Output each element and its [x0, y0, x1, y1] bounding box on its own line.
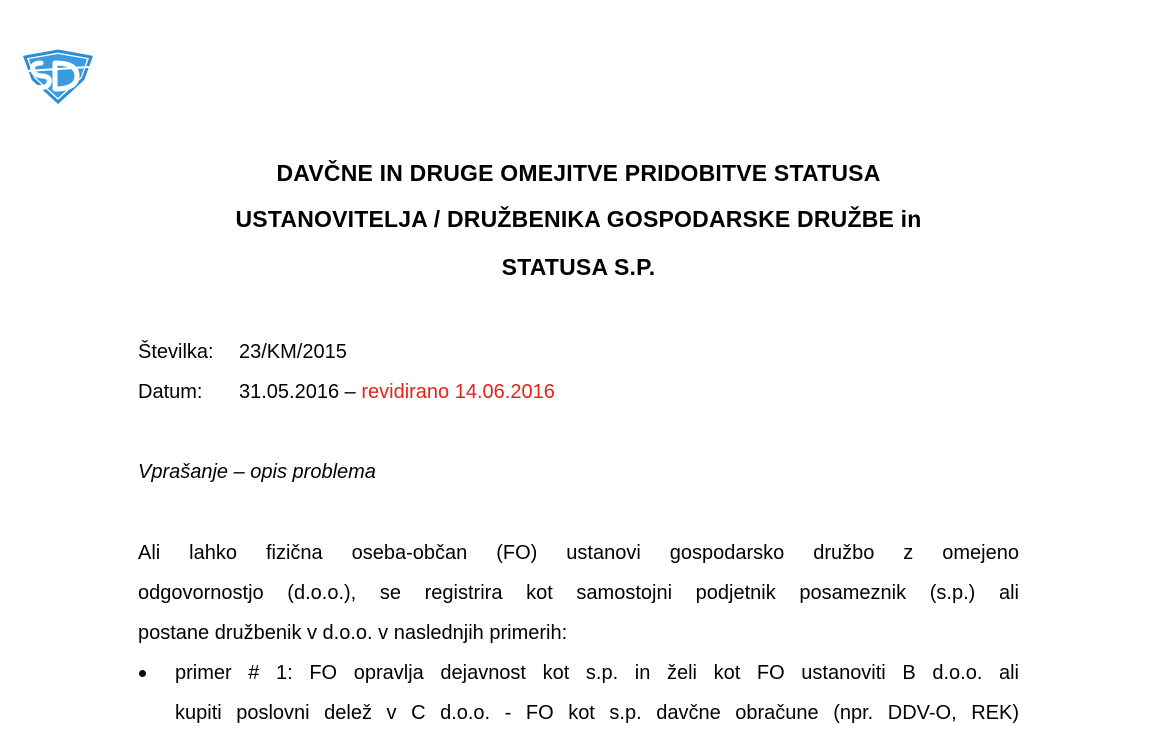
intro-paragraph: [138, 533, 1019, 653]
revision-date: revidirano 14.06.2016: [361, 381, 555, 403]
document-title-line-3: STATUSA S.P.: [501, 254, 656, 280]
document-title-line-2: USTANOVITELJA / DRUŽBENIKA GOSPODARSKE DRUŽBE in: [235, 206, 922, 232]
question-heading: Vprašanje – opis problema: [138, 461, 376, 483]
intro-line-3: postane družbenik v d.o.o. v naslednjih primerih:: [138, 622, 568, 644]
document-title-line-1: DAVČNE IN DRUGE OMEJITVE PRIDOBITVE STATUSA: [276, 160, 881, 186]
document-number-value: 23/KM/2015: [239, 341, 347, 363]
document-date-row: [138, 381, 555, 404]
sd-shield-logo-icon: [21, 49, 95, 104]
document-number-label: Številka:: [138, 341, 214, 363]
intro-line-2: odgovornostjo (d.o.o.), se registrira kot samostojni podjetnik posameznik (s.p.) ali: [138, 582, 1019, 604]
bullet-line-2: kupiti poslovni delež v C d.o.o. - FO kot s.p. davčne obračune (npr. DDV-O, REK): [175, 702, 1019, 724]
bullet-line-1: primer # 1: FO opravlja dejavnost kot s.p. in želi kot FO ustanoviti B d.o.o. ali: [175, 662, 1019, 684]
document-date-label: Datum:: [138, 381, 203, 403]
intro-line-1: Ali lahko fizična oseba-občan (FO) ustanovi gospodarsko družbo z omejeno: [138, 542, 1019, 564]
document-date-value: 31.05.2016 –: [239, 381, 356, 403]
document-number-row: [138, 341, 347, 364]
bullet-icon: [138, 653, 148, 693]
list-item-text: [175, 653, 1019, 733]
